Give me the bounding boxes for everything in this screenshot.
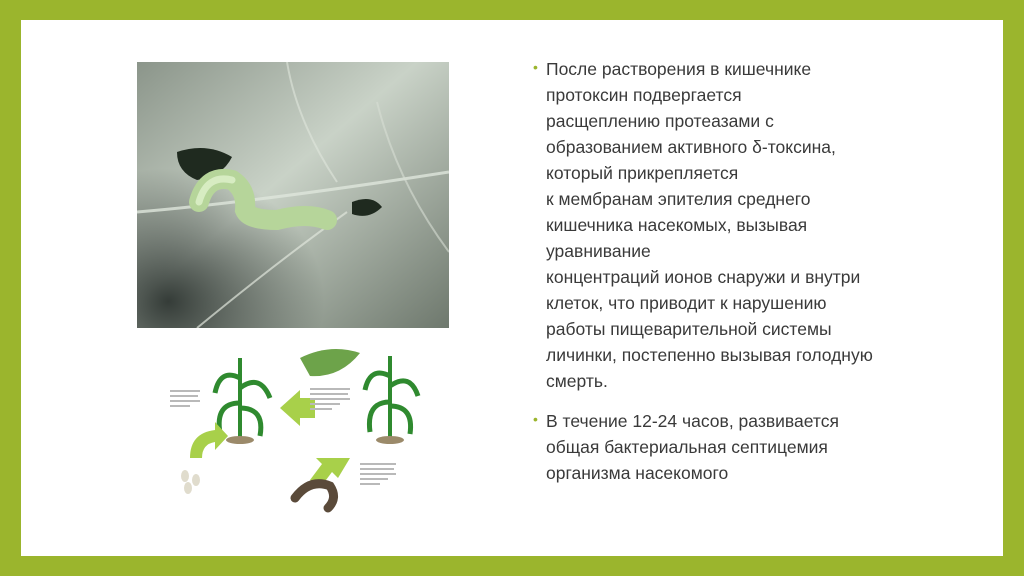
arrow-icon <box>280 390 315 426</box>
caterpillar-on-leaf-photo <box>137 62 449 328</box>
life-cycle-diagram <box>160 338 425 530</box>
bullet-list <box>533 56 933 500</box>
larva-icon <box>295 484 334 508</box>
bullet-item <box>533 408 933 486</box>
bullet-dot-icon: • <box>533 59 538 75</box>
arrow-icon <box>190 422 228 458</box>
bullet-text: После растворения в кишечнике протоксин подвергается расщеплению протеазами с образованием активного δ-токсина, который прикрепляется к мембранам эпителия среднего кишечника насекомых, вызывая уравнивание концентраций ионов снаружи и внутри клеток, что приводит к нарушению работы пищеварительной системы личинки, постепенно вызывая голодную смерть. <box>546 59 873 391</box>
bullet-text: В течение 12-24 часов, развивается общая бактериальная септицемия организма насекомого <box>546 411 839 483</box>
corn-plant-right <box>365 356 418 444</box>
bullet-dot-icon: • <box>533 411 538 427</box>
eggs-icon <box>181 470 200 494</box>
leaf-with-larvae-icon <box>300 349 360 376</box>
bullet-item <box>533 56 933 394</box>
